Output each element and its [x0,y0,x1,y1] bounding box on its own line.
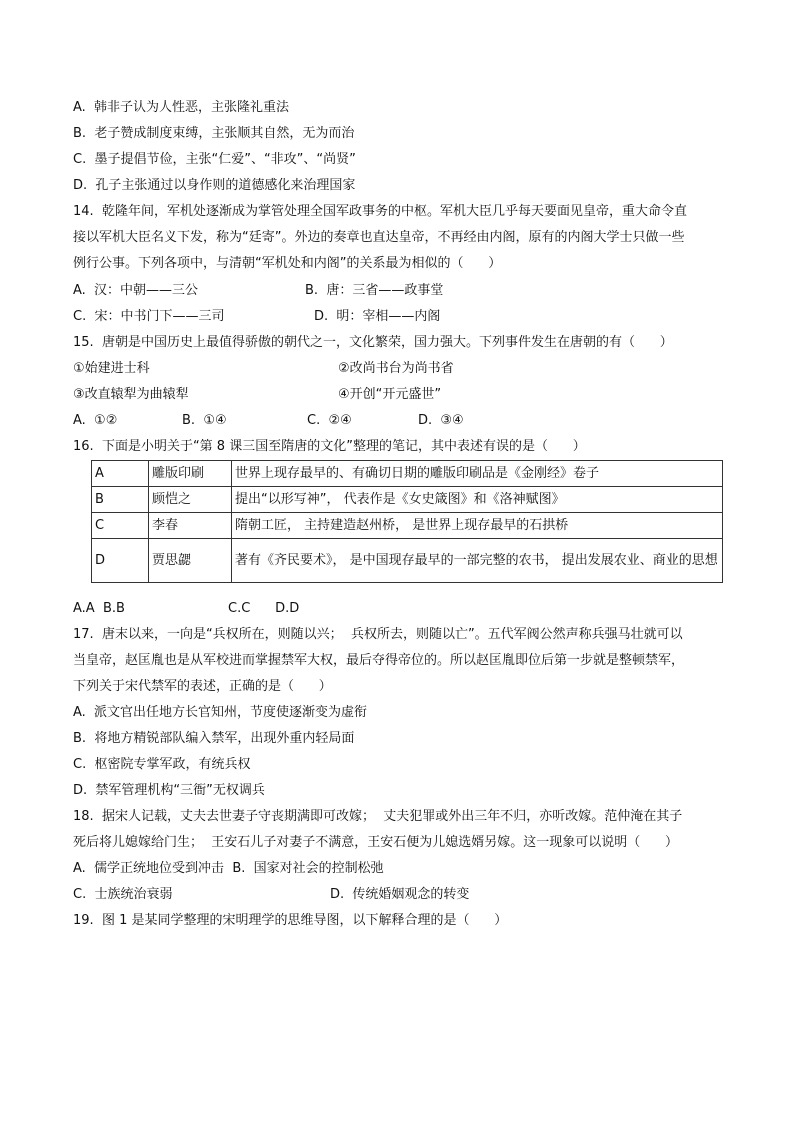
q13-option-c: C. 墨子提倡节俭，主张“仁爱”、“非攻”、“尚贤” [73,152,356,167]
q15-option-b: B. ①④ [182,413,227,428]
row-letter: B [92,487,149,513]
q18-option-d: D. 传统婚姻观念的转变 [330,887,470,902]
q18-stem-line2: 死后将儿媳嫁给门生； 王安石儿子对妻子不满意，王安石便为儿媳选婿另嫁。这一现象可以说明（ ） [73,835,679,850]
q15-stem: 15. 唐朝是中国历史上最值得骄傲的朝代之一，文化繁荣，国力强大。下列事件发生在唐朝的有（ ） [73,335,673,350]
q18-option-c: C. 士族统治衰弱 [73,887,173,902]
q15-statement-4: ④开创“开元盛世” [338,387,442,402]
q19-stem: 19. 图 1 是某同学整理的宋明理学的思维导图，以下解释合理的是（ ） [73,913,508,928]
q14-stem-line2: 接以军机大臣名义下发，称为“廷寄”。外边的奏章也直达皇帝，不再经由内阁，原有的内阁大学士只做一些 [73,230,685,245]
row-description: 著有《齐民要术》， 是中国现存最早的一部完整的农书， 提出发展农业、商业的思想 [232,539,723,583]
q15-option-a: A. ①② [73,413,118,428]
row-topic: 贾思勰 [149,539,232,583]
q13-option-b: B. 老子赞成制度束缚，主张顺其自然，无为而治 [73,126,355,141]
q15-statement-3: ③改直辕犁为曲辕犁 [73,387,189,402]
q17-option-c: C. 枢密院专掌军政，有统兵权 [73,757,251,772]
q16-options-cd: C.C D.D [228,601,300,616]
q14-stem-line1: 14. 乾隆年间，军机处逐渐成为掌管处理全国军政事务的中枢。军机大臣几乎每天要面见皇帝，重大命令直 [73,204,687,219]
q13-option-d: D. 孔子主张通过以身作则的道德感化来治理国家 [73,178,356,193]
q17-stem-line2: 当皇帝，赵匡胤也是从军校进而掌握禁军大权，最后夺得帝位的。所以赵匡胤即位后第一步就是整顿禁军， [73,653,685,668]
q16-options-ab: A.A B.B [73,601,125,616]
q16-stem: 16. 下面是小明关于“第 8 课三国至隋唐的文化”整理的笔记，其中表述有误的是（ ） [73,439,586,454]
q18-stem-line1: 18. 据宋人记载，丈夫去世妻子守丧期满即可改嫁； 丈夫犯罪或外出三年不归，亦听改嫁。范仲淹在其子 [73,809,683,824]
q15-option-c: C. ②④ [307,413,352,428]
q17-stem-line3: 下列关于宋代禁军的表述，正确的是（ ） [73,679,332,694]
row-letter: D [92,539,149,583]
table-row [92,487,723,513]
q18-options-ab: A. 儒学正统地位受到冲击 B. 国家对社会的控制松弛 [73,861,384,876]
row-description: 提出“以形写神”， 代表作是《女史箴图》和《洛神赋图》 [232,487,723,513]
q17-stem-line1: 17. 唐末以来，一向是“兵权所在，则随以兴； 兵权所去，则随以亡”。五代军阀公然声称兵强马壮就可以 [73,627,683,642]
q14-option-a: A. 汉：中朝——三公 [73,283,199,298]
q15-statement-1: ①始建进士科 [73,361,150,376]
q16-notes-table [91,460,723,583]
q15-option-d: D. ③④ [418,413,464,428]
row-description: 世界上现存最早的、有确切日期的雕版印刷品是《金刚经》卷子 [232,461,723,487]
table-row [92,513,723,539]
q14-stem-line3: 例行公事。下列各项中，与清朝“军机处和内阁”的关系最为相似的（ ） [73,256,502,271]
q17-option-b: B. 将地方精锐部队编入禁军，出现外重内轻局面 [73,731,355,746]
q17-option-d: D. 禁军管理机构“三衙”无权调兵 [73,783,265,798]
q14-option-c: C. 宋：中书门下——三司 [73,309,225,324]
q14-option-d: D. 明：宰相——内阁 [314,309,441,324]
q13-option-a: A. 韩非子认为人性恶，主张隆礼重法 [73,100,290,115]
row-letter: C [92,513,149,539]
table-row [92,461,723,487]
q17-option-a: A. 派文官出任地方长官知州，节度使逐渐变为虚衔 [73,705,368,720]
row-topic: 雕版印刷 [149,461,232,487]
row-description: 隋朝工匠， 主持建造赵州桥， 是世界上现存最早的石拱桥 [232,513,723,539]
row-topic: 顾恺之 [149,487,232,513]
q14-option-b: B. 唐：三省——政事堂 [305,283,444,298]
table-row [92,539,723,583]
row-topic: 李春 [149,513,232,539]
row-letter: A [92,461,149,487]
q15-statement-2: ②改尚书台为尚书省 [338,361,454,376]
